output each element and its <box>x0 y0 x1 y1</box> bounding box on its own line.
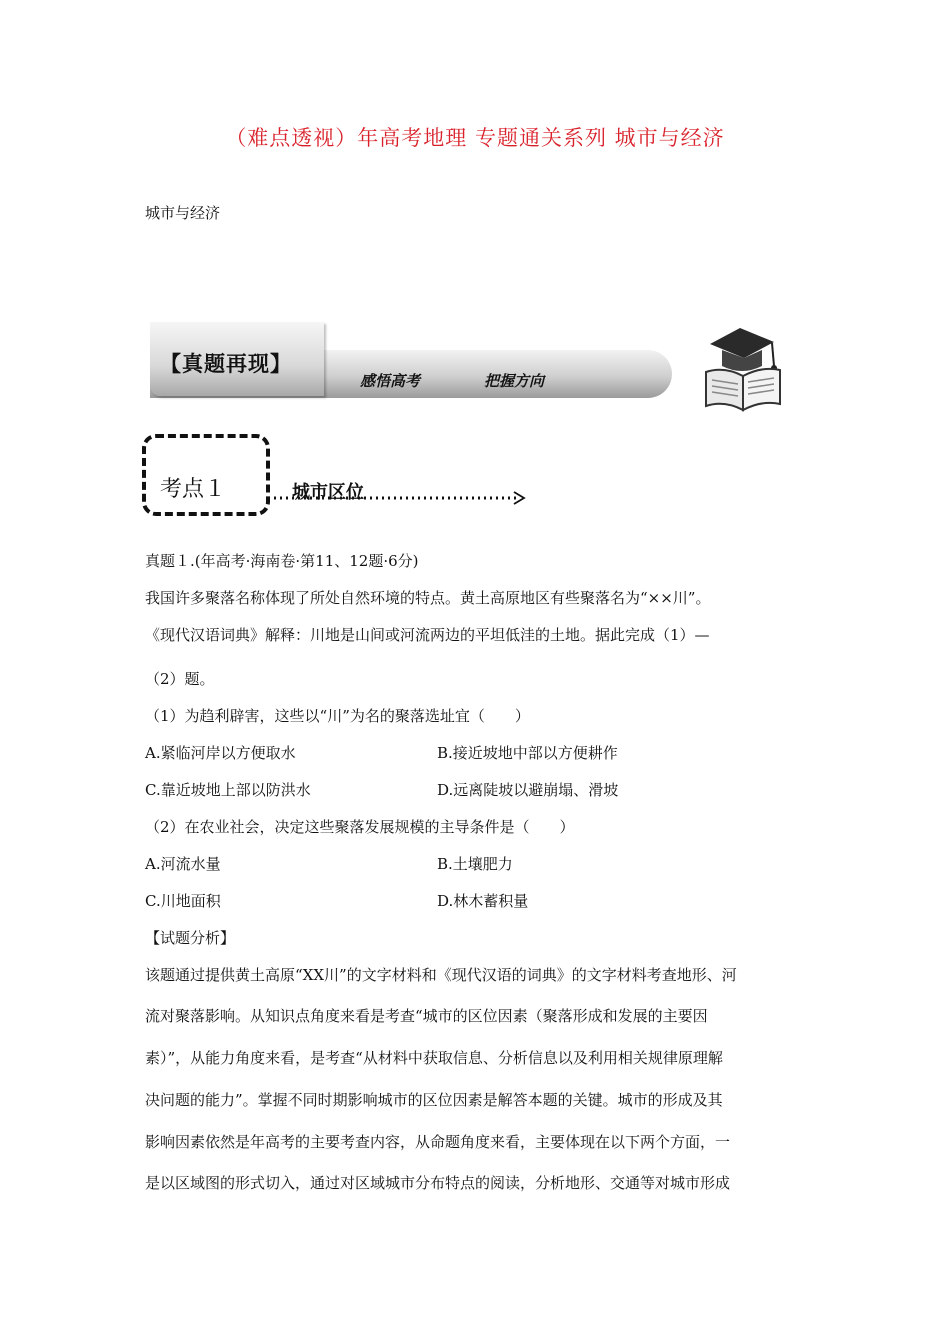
kaodian-topic: 城市区位 <box>292 482 364 503</box>
q1-option-c: C.靠近坡地上部以防洪水 <box>145 781 311 799</box>
question-header: 真题１.(年高考·海南卷·第11、12题·6分) <box>145 552 419 570</box>
dotted-arrow <box>268 486 530 506</box>
q1-option-a: A.紧临河岸以方便取水 <box>145 744 296 762</box>
banner-slogan-1: 感悟高考 <box>360 372 421 390</box>
question-stem-line: 我国许多聚落名称体现了所处自然环境的特点。黄土高原地区有些聚落名为“××川”。 <box>145 589 711 607</box>
analysis-line: 流对聚落影响。从知识点角度来看是考查“城市的区位因素（聚落形成和发展的主要因 <box>145 1007 708 1025</box>
analysis-line: 素）”，从能力角度来看，是考查“从材料中获取信息、分析信息以及利用相关规律原理解 <box>145 1049 723 1067</box>
banner-slogan-2: 把握方向 <box>484 372 545 390</box>
question-stem-line: 《现代汉语词典》解释：川地是山间或河流两边的平坦低洼的土地。据此完成（1）— <box>145 626 710 644</box>
document-title: （难点透视）年高考地理 专题通关系列 城市与经济 <box>225 126 725 150</box>
q2-option-d: D.林木蓄积量 <box>437 892 529 910</box>
q1-option-b: B.接近坡地中部以方便耕作 <box>437 744 618 762</box>
analysis-heading: 【试题分析】 <box>145 929 236 947</box>
analysis-line: 是以区域图的形式切入，通过对区域城市分布特点的阅读，分析地形、交通等对城市形成 <box>145 1174 731 1192</box>
kaodian-label: 考点１ <box>160 477 227 502</box>
analysis-line: 决问题的能力”。掌握不同时期影响城市的区位因素是解答本题的关键。城市的形成及其 <box>145 1091 723 1109</box>
q2-option-b: B.土壤肥力 <box>437 855 513 873</box>
question-1: （1）为趋利辟害，这些以“川”为名的聚落选址宜（ ） <box>145 707 530 725</box>
analysis-line: 影响因素依然是年高考的主要考查内容，从命题角度来看，主要体现在以下两个方面，一 <box>145 1133 731 1151</box>
q2-option-c: C.川地面积 <box>145 892 221 910</box>
q2-option-a: A.河流水量 <box>145 855 221 873</box>
question-stem-line: （2）题。 <box>145 670 215 688</box>
banner-label: 【真题再现】 <box>160 352 292 376</box>
graduation-book-icon <box>700 322 786 412</box>
document-subtitle: 城市与经济 <box>145 204 221 222</box>
question-2: （2）在农业社会，决定这些聚落发展规模的主导条件是（ ） <box>145 818 575 836</box>
q1-option-d: D.远离陡坡以避崩塌、滑坡 <box>437 781 619 799</box>
analysis-line: 该题通过提供黄土高原“XX川”的文字材料和《现代汉语的词典》的文字材料考查地形、河 <box>145 966 737 984</box>
